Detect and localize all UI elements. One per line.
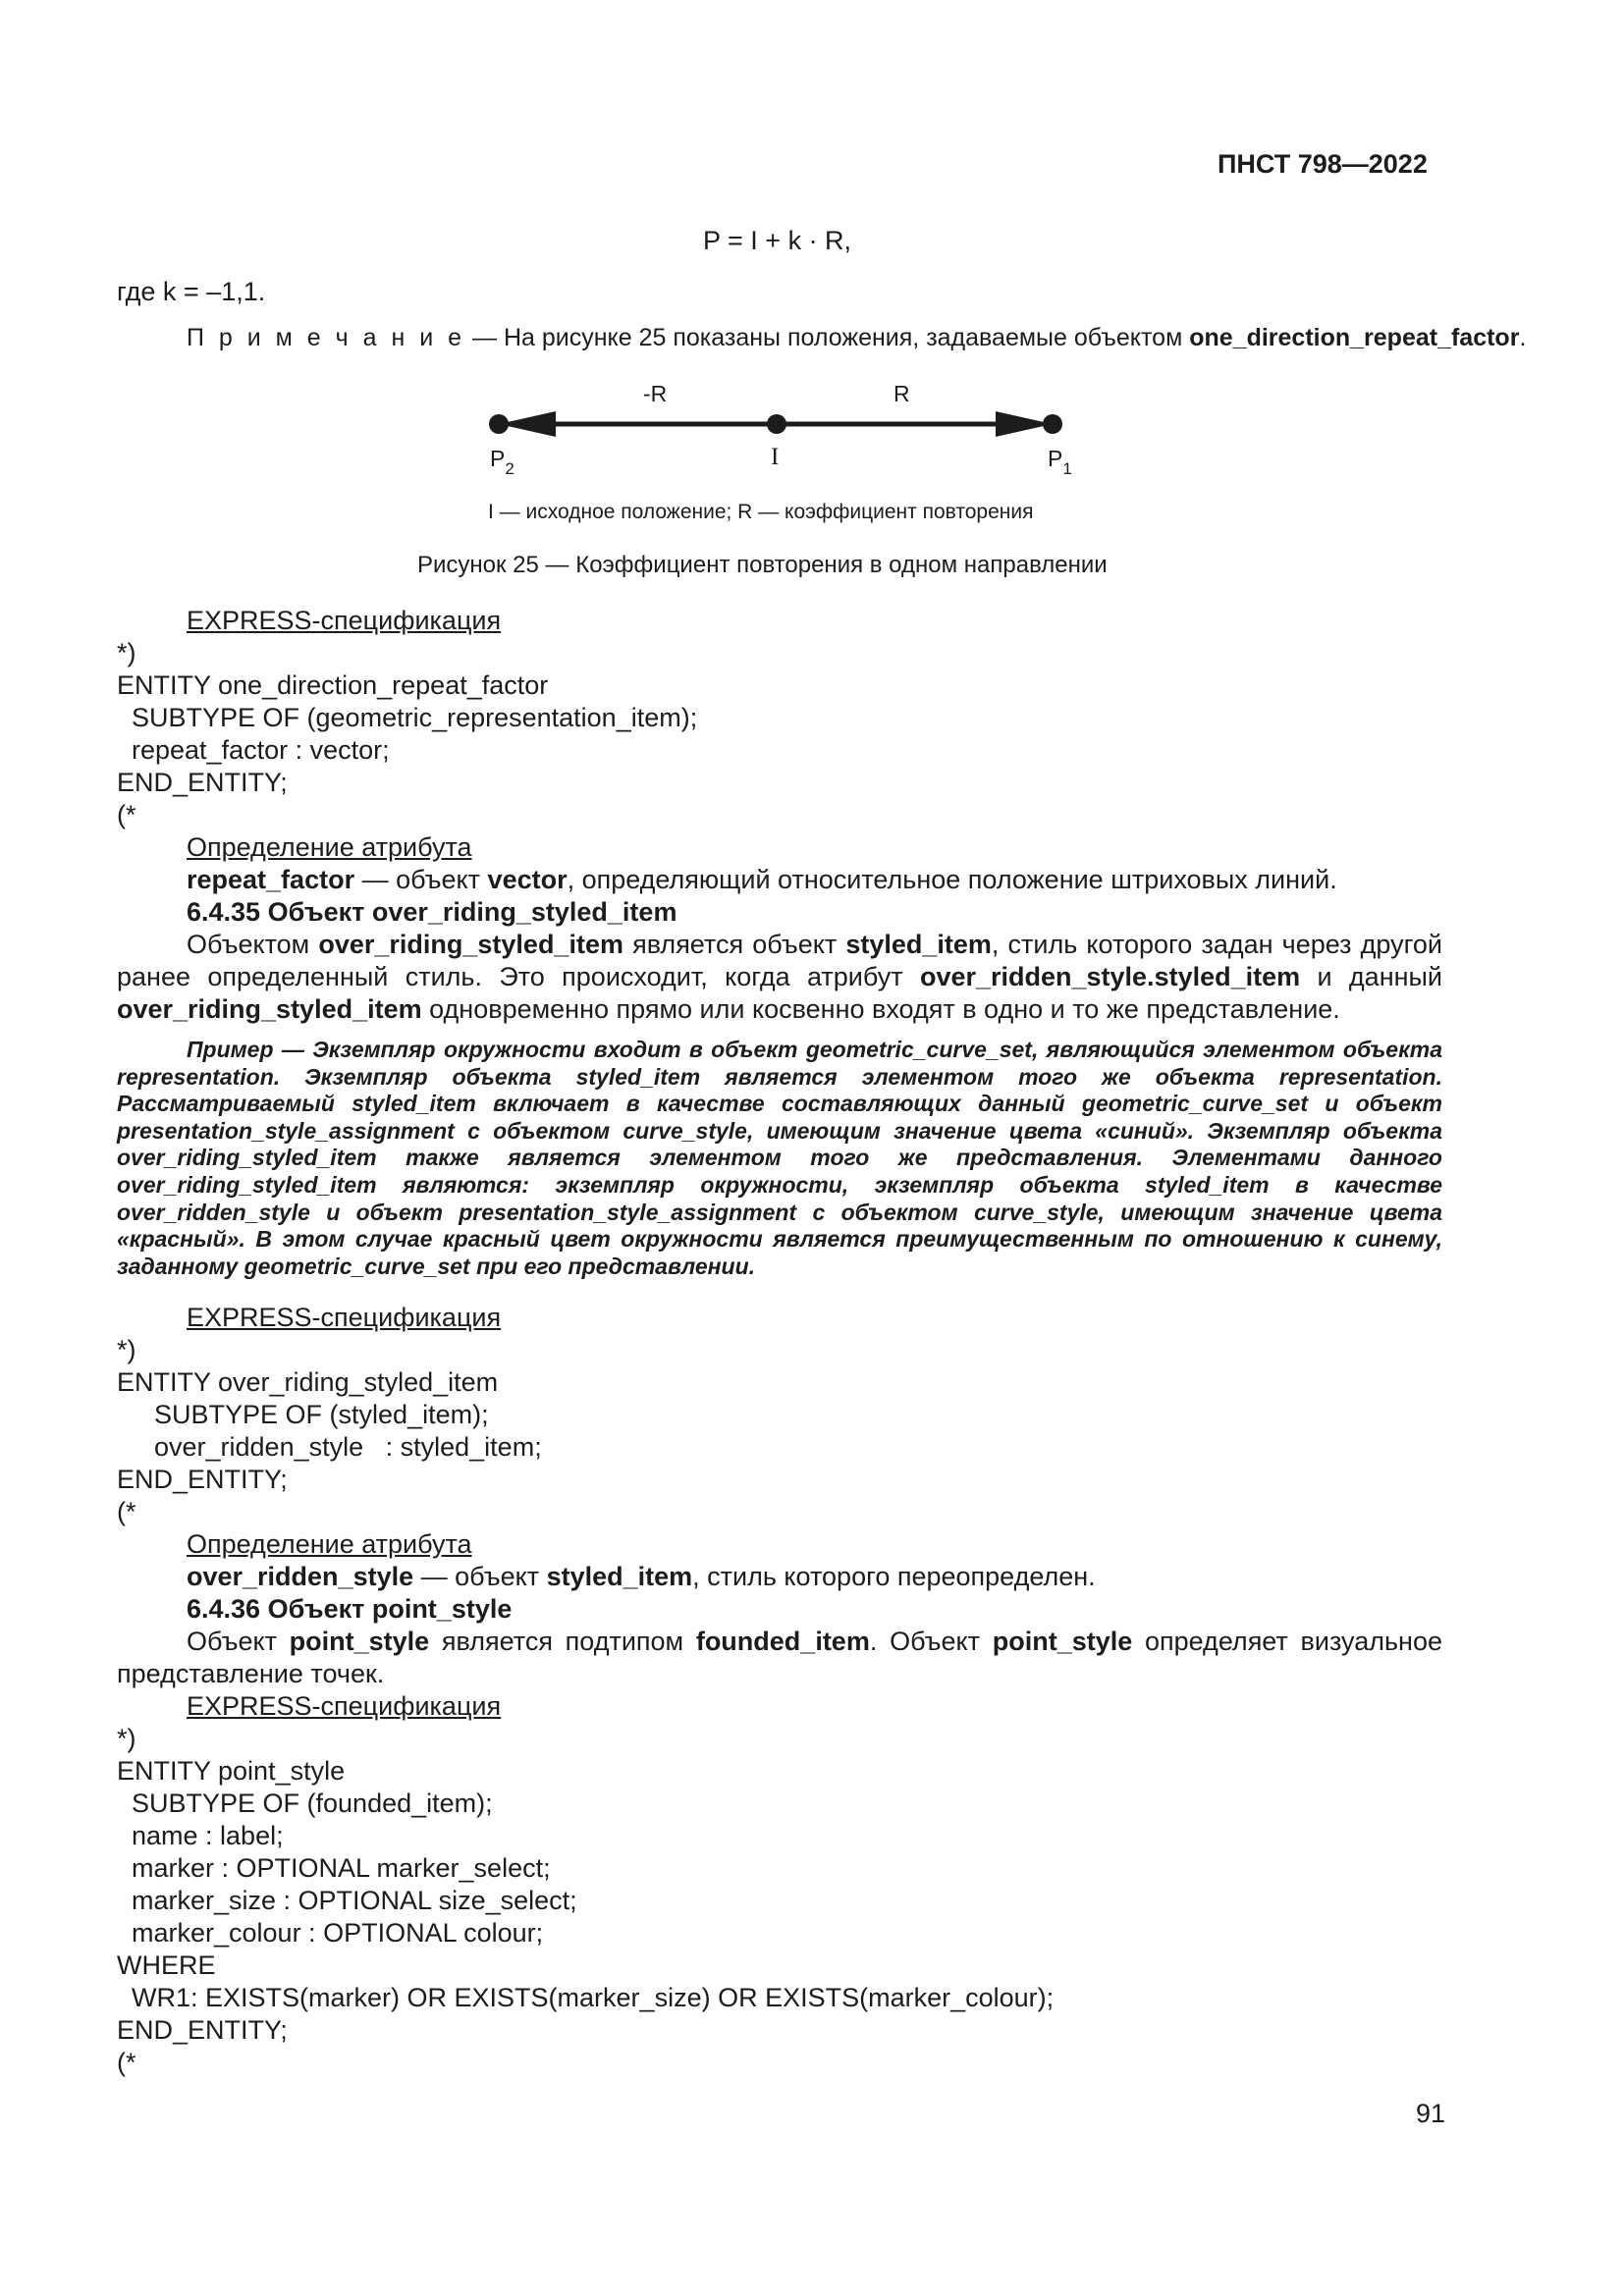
code-line: WHERE	[117, 1950, 216, 1980]
repeat-factor-figure	[471, 378, 1100, 486]
express-heading: EXPRESS-спецификация	[187, 1303, 502, 1332]
code-line: marker : OPTIONAL marker_select;	[132, 1853, 551, 1883]
point-p2	[489, 414, 509, 434]
label-minus-r: -R	[643, 381, 668, 406]
label-i: I	[771, 444, 780, 470]
code-line: over_ridden_style : styled_item;	[154, 1432, 542, 1462]
figure-legend: I — исходное положение; R — коэффициент повторения	[488, 501, 1034, 523]
express-heading: EXPRESS-спецификация	[187, 606, 502, 635]
code-line: ENTITY point_style	[117, 1756, 346, 1786]
attribute-heading: Определение атрибута	[187, 1529, 472, 1559]
code-line: (*	[117, 1497, 136, 1526]
code-line: name : label;	[132, 1821, 284, 1850]
code-line: END_ENTITY;	[117, 1465, 288, 1494]
formula-where: где k = –1,1.	[117, 277, 266, 306]
attribute-definition: repeat_factor — объект vector, определяющий относительное положение штриховых линий.	[187, 865, 1337, 894]
code-line: (*	[117, 2048, 136, 2077]
point-i	[767, 414, 786, 434]
example-note: Пример — Экземпляр окружности входит в объект geometric_curve_set, являющийся элементом объекта representation. Экземпляр объекта styled_item является элементом того же объекта representation. Рассматриваемый styled_item включает в качестве составляющих данный geometric_curve_set и объект presentation_style_assignment с объектом curve_style, имеющим значение цвета «синий». Экземпляр объекта over_riding_styled_item также является элементом того же представления. Элементами данного over_riding_styled_item являются: экземпляр окружности, экземпляр объекта styled_item в качестве over_ridden_style и объект presentation_style_assignment с объектом curve_style, имеющим значение цвета «красный». В этом случае красный цвет окружности является преимущественным по отношению к синему, заданному geometric_curve_set при его представлении.	[117, 1037, 1442, 1279]
note-end: .	[1519, 324, 1527, 351]
note-text: — На рисунке 25 показаны положения, задаваемые объектом	[465, 324, 1190, 351]
formula: P = I + k · R,	[703, 226, 852, 255]
code-line: *)	[117, 1335, 136, 1364]
section-heading: 6.4.35 Объект over_riding_styled_item	[187, 897, 677, 927]
code-line: *)	[117, 1724, 136, 1753]
page-number: 91	[1415, 2099, 1445, 2128]
note	[187, 324, 1526, 352]
label-p1: $P_1$	[1048, 446, 1072, 478]
code-line: END_ENTITY;	[117, 2015, 288, 2045]
section-over-riding-styled-item	[117, 896, 1442, 1026]
section-one-direction-repeat-factor	[117, 605, 1442, 896]
standard-id: ПНСТ 798—2022	[1218, 149, 1428, 179]
label-r: R	[893, 381, 910, 406]
point-p1	[1043, 414, 1062, 434]
note-entity: one_direction_repeat_factor	[1189, 324, 1520, 351]
code-line: (*	[117, 800, 136, 829]
code-line: ENTITY over_riding_styled_item	[117, 1367, 499, 1397]
code-line: repeat_factor : vector;	[132, 735, 390, 765]
code-line: WR1: EXISTS(marker) OR EXISTS(marker_size) OR EXISTS(marker_colour);	[132, 1983, 1055, 2012]
code-line: *)	[117, 638, 136, 667]
code-line: SUBTYPE OF (styled_item);	[154, 1400, 489, 1429]
code-line: SUBTYPE OF (founded_item);	[132, 1789, 493, 1818]
section-paragraph: Объект point_style является подтипом founded_item. Объект point_style определяет визуальное представление точек.	[117, 1627, 1442, 1688]
section-paragraph: Объектом over_riding_styled_item является объект styled_item, стиль которого задан через другой ранее определенный стиль. Это происходит, когда атрибут over_ridden_style.styled_item и данный over_riding_styled_item одновременно прямо или косвенно входят в одно и то же представление.	[117, 930, 1443, 1024]
code-line: END_ENTITY;	[117, 768, 288, 797]
code-line: SUBTYPE OF (geometric_representation_item);	[132, 703, 698, 732]
express-over-riding-styled-item	[117, 1302, 1442, 1593]
express-heading: EXPRESS-спецификация	[187, 1691, 502, 1721]
figure-caption: Рисунок 25 — Коэффициент повторения в одном направлении	[417, 552, 1108, 578]
section-point-style	[117, 1593, 1442, 2079]
code-line: marker_colour : OPTIONAL colour;	[132, 1918, 544, 1948]
label-p2: $P_2$	[490, 446, 514, 478]
note-label: П р и м е ч а н и е	[187, 324, 466, 351]
code-line: ENTITY one_direction_repeat_factor	[117, 670, 549, 700]
attribute-definition: over_ridden_style — объект styled_item, стиль которого переопределен.	[187, 1562, 1096, 1591]
section-heading: 6.4.36 Объект point_style	[187, 1594, 513, 1624]
attribute-heading: Определение атрибута	[187, 832, 472, 862]
code-line: marker_size : OPTIONAL size_select;	[132, 1886, 577, 1915]
